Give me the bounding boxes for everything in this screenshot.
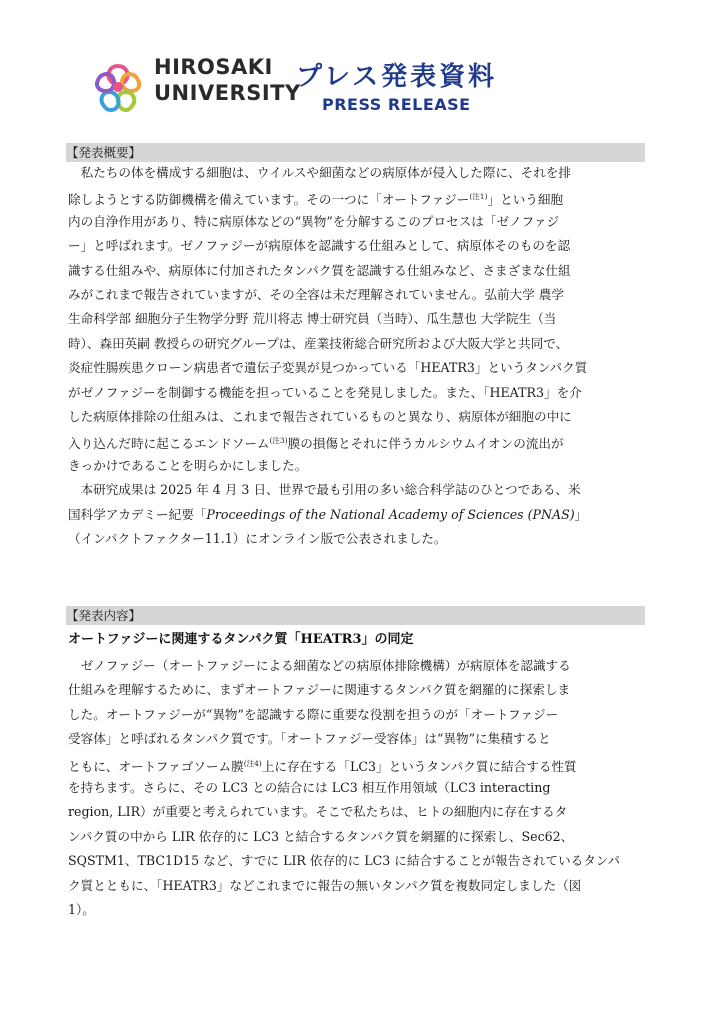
paragraph-line: 国科学アカデミー紀要「Proceedings of the National Academy of Sciences (PNAS)」 xyxy=(68,506,588,522)
footnote-reference: (注4) xyxy=(243,758,262,768)
paragraph-line: 本研究成果は 2025 年 4 月 3 日、世界で最も引用の多い総合科学誌のひとつである、米 xyxy=(68,482,581,498)
details-subheading: オートファジーに関連するタンパク質「HEATR3」の同定 xyxy=(68,632,414,647)
overview-heading: 【発表概要】 xyxy=(66,143,645,162)
paragraph-line: きっかけであることを明らかにしました。 xyxy=(68,457,308,473)
paragraph-line: 識する仕組みや、病原体に付加されたタンパク質を認識する仕組みなど、さまざまな仕組 xyxy=(68,262,571,278)
paragraph-line: 時）、森田英嗣 教授らの研究グループは、産業技術総合研究所および大阪大学と共同で、 xyxy=(68,335,569,351)
paragraph-line: 1）。 xyxy=(68,902,95,917)
paragraph-line: を持ちます。さらに、その LC3 との結合には LC3 相互作用領域（LC3 interacting xyxy=(68,780,551,795)
hirosaki-university-logo xyxy=(90,52,301,114)
paragraph-line: region, LIR）が重要と考えられています。そこで私たちは、ヒトの細胞内に存在するタ xyxy=(68,804,568,820)
paragraph-line: 仕組みを理解するために、まずオートファジーに関連するタンパク質を網羅的に探索しま xyxy=(68,682,571,698)
paragraph-line: ンパク質の中から LIR 依存的に LC3 と結合するタンパク質を網羅的に探索し、Sec62、 xyxy=(68,828,574,844)
paragraph-line: （インパクトファクター11.1）にオンライン版で公表されました。 xyxy=(68,531,447,546)
footnote-reference: (注3) xyxy=(269,436,288,446)
paragraph-line: 炎症性腸疾患クローン病患者で遺伝子変異が見つかっている「HEATR3」というタンパク質 xyxy=(68,360,588,376)
paragraph-line: した。オートファジーが“異物”を認識する際に重要な役割を担うのが「オートファジー xyxy=(68,706,559,722)
university-name-line1: HIROSAKI xyxy=(154,55,273,79)
paragraph-line: ゼノファジー（オートファジーによる細菌などの病原体排除機構）が病原体を認識する xyxy=(68,658,571,673)
paragraph-line: ー」と呼ばれます。ゼノファジーが病原体を認識する仕組みとして、病原体そのものを認 xyxy=(68,238,571,254)
paragraph-line: がゼノファジーを制御する機能を担っていることを発見しました。また、「HEATR3」を介 xyxy=(68,384,582,400)
paragraph-line: みがこれまで報告されていますが、その全容は未だ理解されていません。弘前大学 農学 xyxy=(68,287,564,302)
paragraph-line: 受容体」と呼ばれるタンパク質です。「オートファジー受容体」は“異物”に集積すると xyxy=(68,731,551,747)
press-title-ja: プレス発表資料 xyxy=(296,62,498,92)
sakura-logo-icon xyxy=(90,60,146,116)
paragraph-line: 私たちの体を構成する細胞は、ウイルスや細菌などの病原体が侵入した際に、それを排 xyxy=(68,165,571,180)
paragraph-line: ク質とともに、「HEATR3」などこれまでに報告の無いタンパク質を複数同定しました（図 xyxy=(68,877,582,893)
paragraph-line: SQSTM1、TBC1D15 など、すでに LIR 依存的に LC3 に結合することが報告されているタンパ xyxy=(68,853,621,869)
footnote-reference: (注1) xyxy=(469,192,488,202)
press-title-en: PRESS RELEASE xyxy=(322,95,471,114)
paragraph-line: 入り込んだ時に起こるエンドソーム$^{(注3)}$膜の損傷とそれに伴うカルシウムイオンの流出が xyxy=(68,436,564,452)
paragraph-line: 生命科学部 細胞分子生物学分野 荒川将志 博士研究員（当時）、瓜生慧也 大学院生（当 xyxy=(68,311,557,327)
paragraph-line: した病原体排除の仕組みは、これまで報告されているものと異なり、病原体が細胞の中に xyxy=(68,409,572,424)
details-heading: 【発表内容】 xyxy=(66,606,645,625)
paragraph-line: 内の自浄作用があり、特に病原体などの“異物”を分解するこのプロセスは「ゼノファジ xyxy=(68,213,560,229)
university-name-line2: UNIVERSITY xyxy=(154,81,301,105)
paragraph-line: ともに、オートファゴソーム膜$^{(注4)}$上に存在する「LC3」というタンパク質に結合する性質 xyxy=(68,758,577,774)
journal-name: Proceedings of the National Academy of Sciences (PNAS) xyxy=(206,506,575,522)
paragraph-line: 除しようとする防御機構を備えています。その一つに「オートファジー$^{(注1)}$」という細胞 xyxy=(68,192,564,208)
